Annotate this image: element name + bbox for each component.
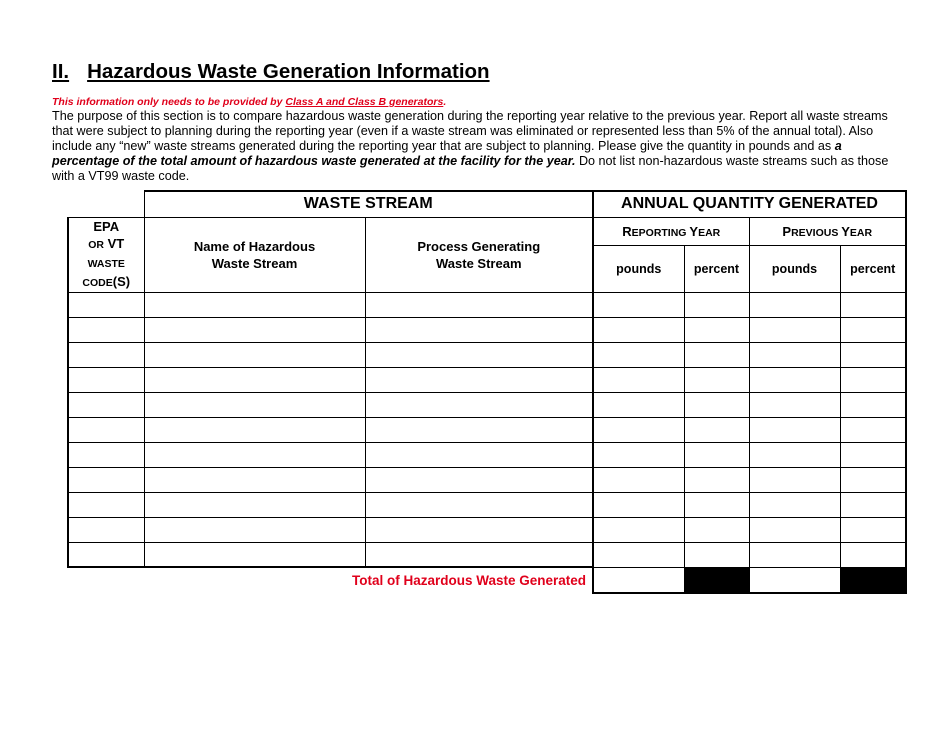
reporting-percent-cell[interactable]	[684, 442, 749, 467]
reporting-pounds-cell[interactable]	[593, 517, 684, 542]
waste-name-cell[interactable]	[144, 492, 365, 517]
process-cell[interactable]	[365, 392, 593, 417]
reporting-percent-cell[interactable]	[684, 392, 749, 417]
reporting-percent-cell[interactable]	[684, 342, 749, 367]
generator-class-link[interactable]: Class A and Class B generators	[285, 96, 444, 108]
waste-name-cell[interactable]	[144, 517, 365, 542]
previous-pounds-cell[interactable]	[749, 442, 840, 467]
waste-name-cell[interactable]	[144, 442, 365, 467]
table-row	[68, 317, 906, 342]
previous-percent-cell[interactable]	[840, 342, 906, 367]
previous-percent-cell[interactable]	[840, 417, 906, 442]
waste-code-cell[interactable]	[68, 392, 144, 417]
previous-pounds-cell[interactable]	[749, 292, 840, 317]
section-heading	[52, 60, 490, 84]
previous-percent-cell[interactable]	[840, 517, 906, 542]
reporting-percent-cell[interactable]	[684, 317, 749, 342]
table-row	[68, 417, 906, 442]
reporting-pounds-cell[interactable]	[593, 367, 684, 392]
process-cell[interactable]	[365, 442, 593, 467]
reporting-pounds-cell[interactable]	[593, 542, 684, 567]
previous-pounds-cell[interactable]	[749, 367, 840, 392]
previous-percent-cell[interactable]	[840, 492, 906, 517]
process-cell[interactable]	[365, 317, 593, 342]
instructions-emphasis: a percentage of the total amount of hazardous waste generated at the facility for the year.	[52, 139, 842, 168]
table-row	[68, 517, 906, 542]
reporting-percent-cell[interactable]	[684, 292, 749, 317]
total-reporting-percent-blocked	[684, 567, 749, 593]
waste-name-cell[interactable]	[144, 342, 365, 367]
eligibility-note	[52, 96, 446, 108]
reporting-percent-cell[interactable]	[684, 417, 749, 442]
previous-pounds-cell[interactable]	[749, 467, 840, 492]
process-cell[interactable]	[365, 542, 593, 567]
waste-code-cell[interactable]	[68, 292, 144, 317]
previous-pounds-cell[interactable]	[749, 417, 840, 442]
previous-pounds-cell[interactable]	[749, 392, 840, 417]
waste-name-cell[interactable]	[144, 467, 365, 492]
waste-name-cell[interactable]	[144, 392, 365, 417]
section-title: Hazardous Waste Generation Information	[87, 60, 490, 83]
waste-name-cell[interactable]	[144, 292, 365, 317]
previous-year-header: PREVIOUS YEAR	[749, 217, 906, 246]
waste-stream-header: WASTE STREAM	[144, 191, 593, 217]
annual-quantity-header: ANNUAL QUANTITY GENERATED	[593, 191, 906, 217]
previous-percent-cell[interactable]	[840, 317, 906, 342]
previous-percent-cell[interactable]	[840, 442, 906, 467]
reporting-percent-cell[interactable]	[684, 467, 749, 492]
reporting-year-header: REPORTING YEAR	[593, 217, 749, 246]
process-cell[interactable]	[365, 367, 593, 392]
previous-pounds-header: pounds	[749, 246, 840, 292]
total-reporting-pounds-cell[interactable]	[593, 567, 684, 593]
previous-pounds-cell[interactable]	[749, 492, 840, 517]
process-cell[interactable]	[365, 492, 593, 517]
reporting-pounds-cell[interactable]	[593, 392, 684, 417]
instructions-part-1: The purpose of this section is to compare hazardous waste generation during the reporting year relative to the previous year. Report all waste streams that were subject to planning during the reporting year (even if a waste stream was eliminated or represented less than 5% of the annual total). Also include any “new” waste streams generated during the reporting year that are subject to planning. Please give the quantity in pounds and as	[52, 109, 888, 153]
reporting-pounds-cell[interactable]	[593, 292, 684, 317]
reporting-pounds-header: pounds	[593, 246, 684, 292]
waste-code-header: EPA OR VT WASTE CODE(S)	[68, 217, 144, 292]
waste-code-cell[interactable]	[68, 467, 144, 492]
waste-code-cell[interactable]	[68, 492, 144, 517]
reporting-pounds-cell[interactable]	[593, 467, 684, 492]
reporting-pounds-cell[interactable]	[593, 442, 684, 467]
reporting-pounds-cell[interactable]	[593, 317, 684, 342]
previous-percent-cell[interactable]	[840, 392, 906, 417]
table-row	[68, 492, 906, 517]
table-corner	[68, 191, 144, 217]
process-header: Process Generating Waste Stream	[365, 217, 593, 292]
table-row	[68, 442, 906, 467]
waste-code-cell[interactable]	[68, 542, 144, 567]
waste-generation-table	[67, 190, 907, 594]
table-row	[68, 542, 906, 567]
table-row	[68, 467, 906, 492]
waste-code-cell[interactable]	[68, 442, 144, 467]
reporting-pounds-cell[interactable]	[593, 417, 684, 442]
waste-name-cell[interactable]	[144, 317, 365, 342]
process-cell[interactable]	[365, 517, 593, 542]
total-label: Total of Hazardous Waste Generated	[351, 573, 586, 588]
previous-percent-cell[interactable]	[840, 367, 906, 392]
reporting-percent-cell[interactable]	[684, 492, 749, 517]
note-suffix: .	[443, 96, 447, 108]
waste-name-cell[interactable]	[144, 367, 365, 392]
previous-pounds-cell[interactable]	[749, 317, 840, 342]
reporting-percent-cell[interactable]	[684, 542, 749, 567]
instructions-paragraph	[52, 109, 902, 184]
table-row	[68, 392, 906, 417]
process-cell[interactable]	[365, 417, 593, 442]
waste-code-cell[interactable]	[68, 417, 144, 442]
waste-code-cell[interactable]	[68, 367, 144, 392]
previous-percent-cell[interactable]	[840, 542, 906, 567]
previous-pounds-cell[interactable]	[749, 517, 840, 542]
section-number: II.	[52, 60, 70, 83]
waste-code-cell[interactable]	[68, 317, 144, 342]
process-cell[interactable]	[365, 467, 593, 492]
previous-pounds-cell[interactable]	[749, 342, 840, 367]
process-cell[interactable]	[365, 292, 593, 317]
waste-code-cell[interactable]	[68, 342, 144, 367]
previous-percent-cell[interactable]	[840, 467, 906, 492]
reporting-pounds-cell[interactable]	[593, 342, 684, 367]
reporting-pounds-cell[interactable]	[593, 492, 684, 517]
total-previous-pounds-cell[interactable]	[749, 567, 840, 593]
waste-name-cell[interactable]	[144, 417, 365, 442]
table-row	[68, 367, 906, 392]
reporting-percent-header: percent	[684, 246, 749, 292]
instructions-part-2: Do not list non-hazardous waste streams such as those with a VT99 waste code.	[52, 154, 889, 183]
reporting-percent-cell[interactable]	[684, 367, 749, 392]
waste-name-cell[interactable]	[144, 542, 365, 567]
previous-percent-cell[interactable]	[840, 292, 906, 317]
table-row	[68, 342, 906, 367]
previous-percent-header: percent	[840, 246, 906, 292]
table-row	[68, 292, 906, 317]
total-previous-percent-blocked	[840, 567, 906, 593]
waste-name-header: Name of Hazardous Waste Stream	[144, 217, 365, 292]
reporting-percent-cell[interactable]	[684, 517, 749, 542]
waste-code-cell[interactable]	[68, 517, 144, 542]
note-prefix: This information only needs to be provided by	[52, 96, 286, 108]
previous-pounds-cell[interactable]	[749, 542, 840, 567]
process-cell[interactable]	[365, 342, 593, 367]
